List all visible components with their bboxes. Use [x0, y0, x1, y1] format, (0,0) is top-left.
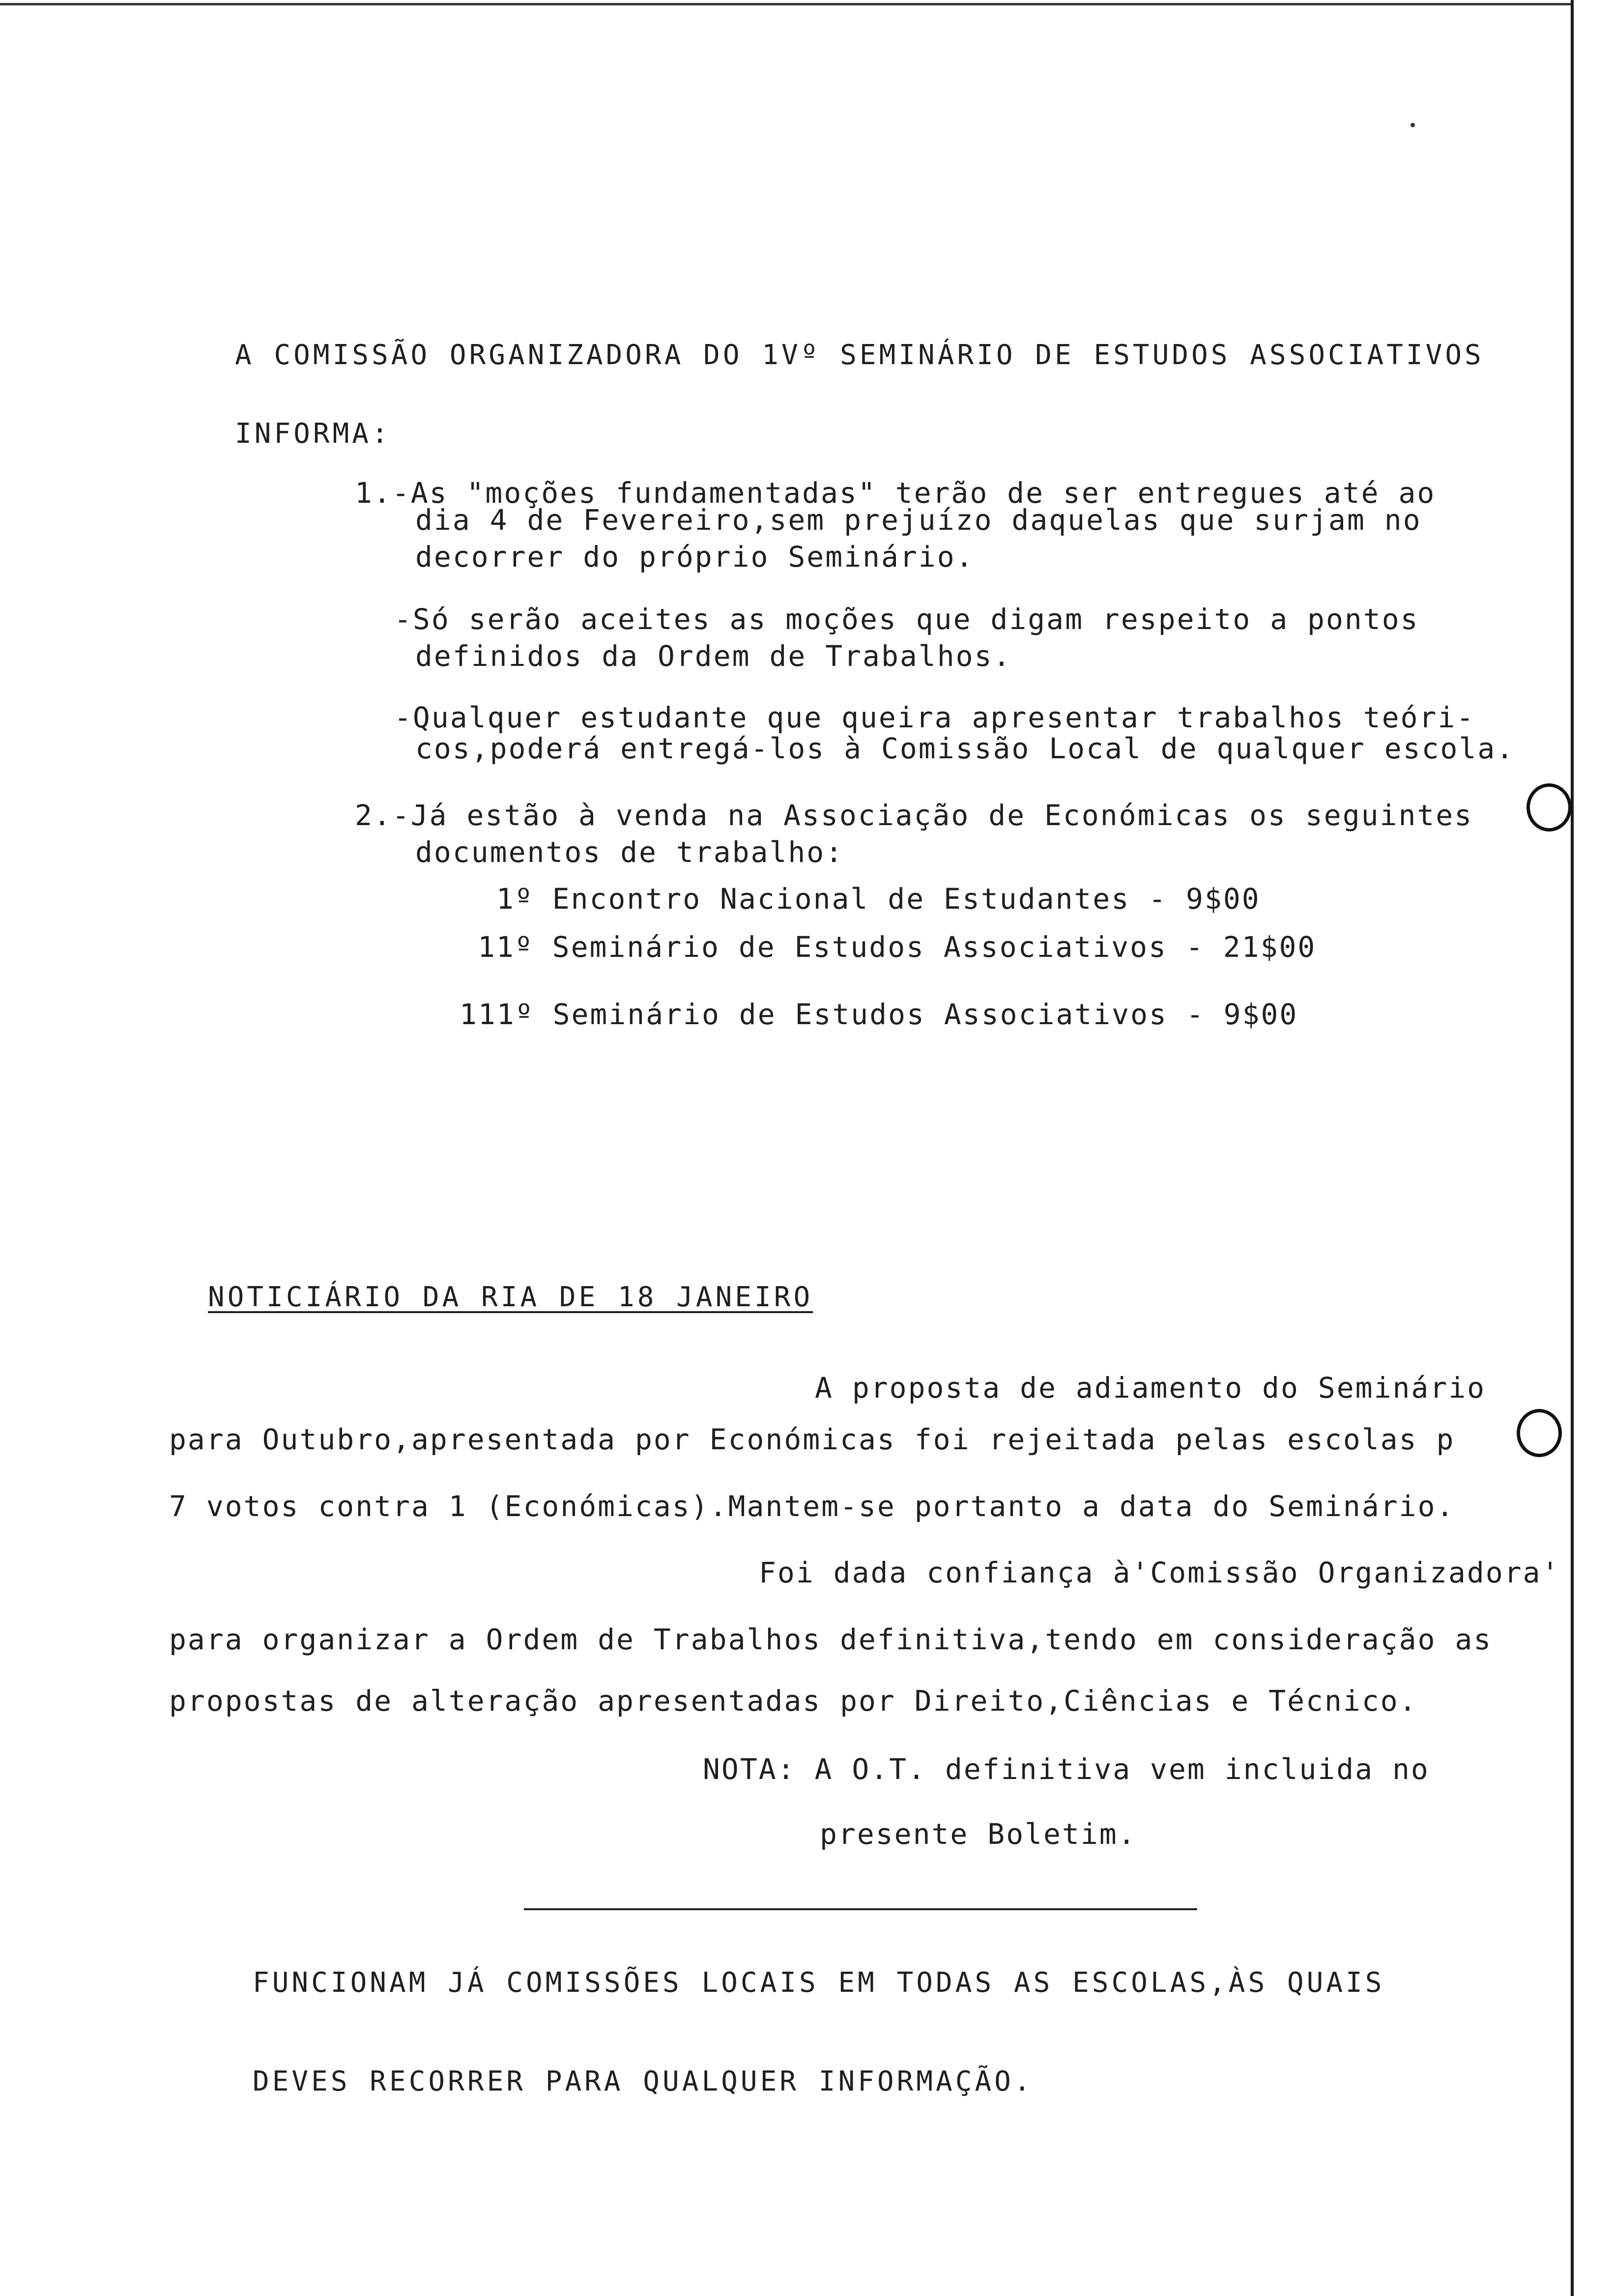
item1-line3: decorrer do próprio Seminário. [415, 540, 975, 574]
item1c-line2: cos,poderá entregá-los à Comissão Local de qualquer escola. [415, 732, 1515, 765]
separator-line [524, 1908, 1197, 1910]
item2-line2: documentos de trabalho: [415, 835, 844, 869]
document-item-1: 1º Encontro Nacional de Estudantes - 9$00 [496, 882, 1261, 916]
item1b-line2: definidos da Ordem de Trabalhos. [415, 639, 1012, 673]
news-p1-line2: para Outubro,apresentada por Económicas foi rejeitada pelas escolas p [169, 1423, 1455, 1456]
item1-line1: 1.-As "moções fundamentadas" terão de ser entregues até ao [355, 476, 1436, 510]
punch-hole [1526, 783, 1572, 832]
document-item-3: 111º Seminário de Estudos Associativos - 9$00 [460, 998, 1298, 1031]
header-subtitle: INFORMA: [235, 418, 391, 450]
note-line2: presente Boletim. [820, 1817, 1137, 1851]
item1c-line1: -Qualquer estudante que queira apresentar trabalhos teóri- [394, 701, 1475, 734]
news-p2-line1: Foi dada confiança à'Comissão Organizadora' [759, 1556, 1560, 1589]
news-heading: NOTICIÁRIO DA RIA DE 18 JANEIRO [208, 1281, 813, 1313]
news-p1-line3: 7 votos contra 1 (Económicas).Mantem-se portanto a data do Seminário. [169, 1490, 1455, 1523]
document-item-2: 11º Seminário de Estudos Associativos - 21$00 [478, 930, 1317, 964]
news-p2-line3: propostas de alteração apresentadas por Direito,Ciências e Técnico. [169, 1684, 1418, 1718]
punch-hole [1517, 1409, 1562, 1457]
note-line1: NOTA: A O.T. definitiva vem incluida no [703, 1752, 1430, 1786]
item2-line1: 2.-Já estão à venda na Associação de Económicas os seguintes [355, 799, 1473, 832]
footer-line1: FUNCIONAM JÁ COMISSÕES LOCAIS EM TODAS AS ESCOLAS,ÀS QUAIS [253, 1967, 1385, 1999]
item1-line2: dia 4 de Fevereiro,sem prejuízo daquelas que surjam no [415, 503, 1422, 537]
top-edge-line [0, 3, 1573, 5]
item1b-line1: -Só serão aceites as moções que digam respeito a pontos [394, 603, 1419, 636]
speck [1410, 123, 1415, 127]
news-p2-line2: para organizar a Ordem de Trabalhos definitiva,tendo em consideração as [169, 1623, 1493, 1656]
news-p1-line1: A proposta de adiamento do Seminário [815, 1371, 1486, 1405]
right-page-edge [1571, 0, 1574, 2296]
footer-line2: DEVES RECORRER PARA QUALQUER INFORMAÇÃO. [253, 2066, 1034, 2097]
header-title: A COMISSÃO ORGANIZADORA DO 1Vº SEMINÁRIO DE ESTUDOS ASSOCIATIVOS [235, 339, 1484, 371]
